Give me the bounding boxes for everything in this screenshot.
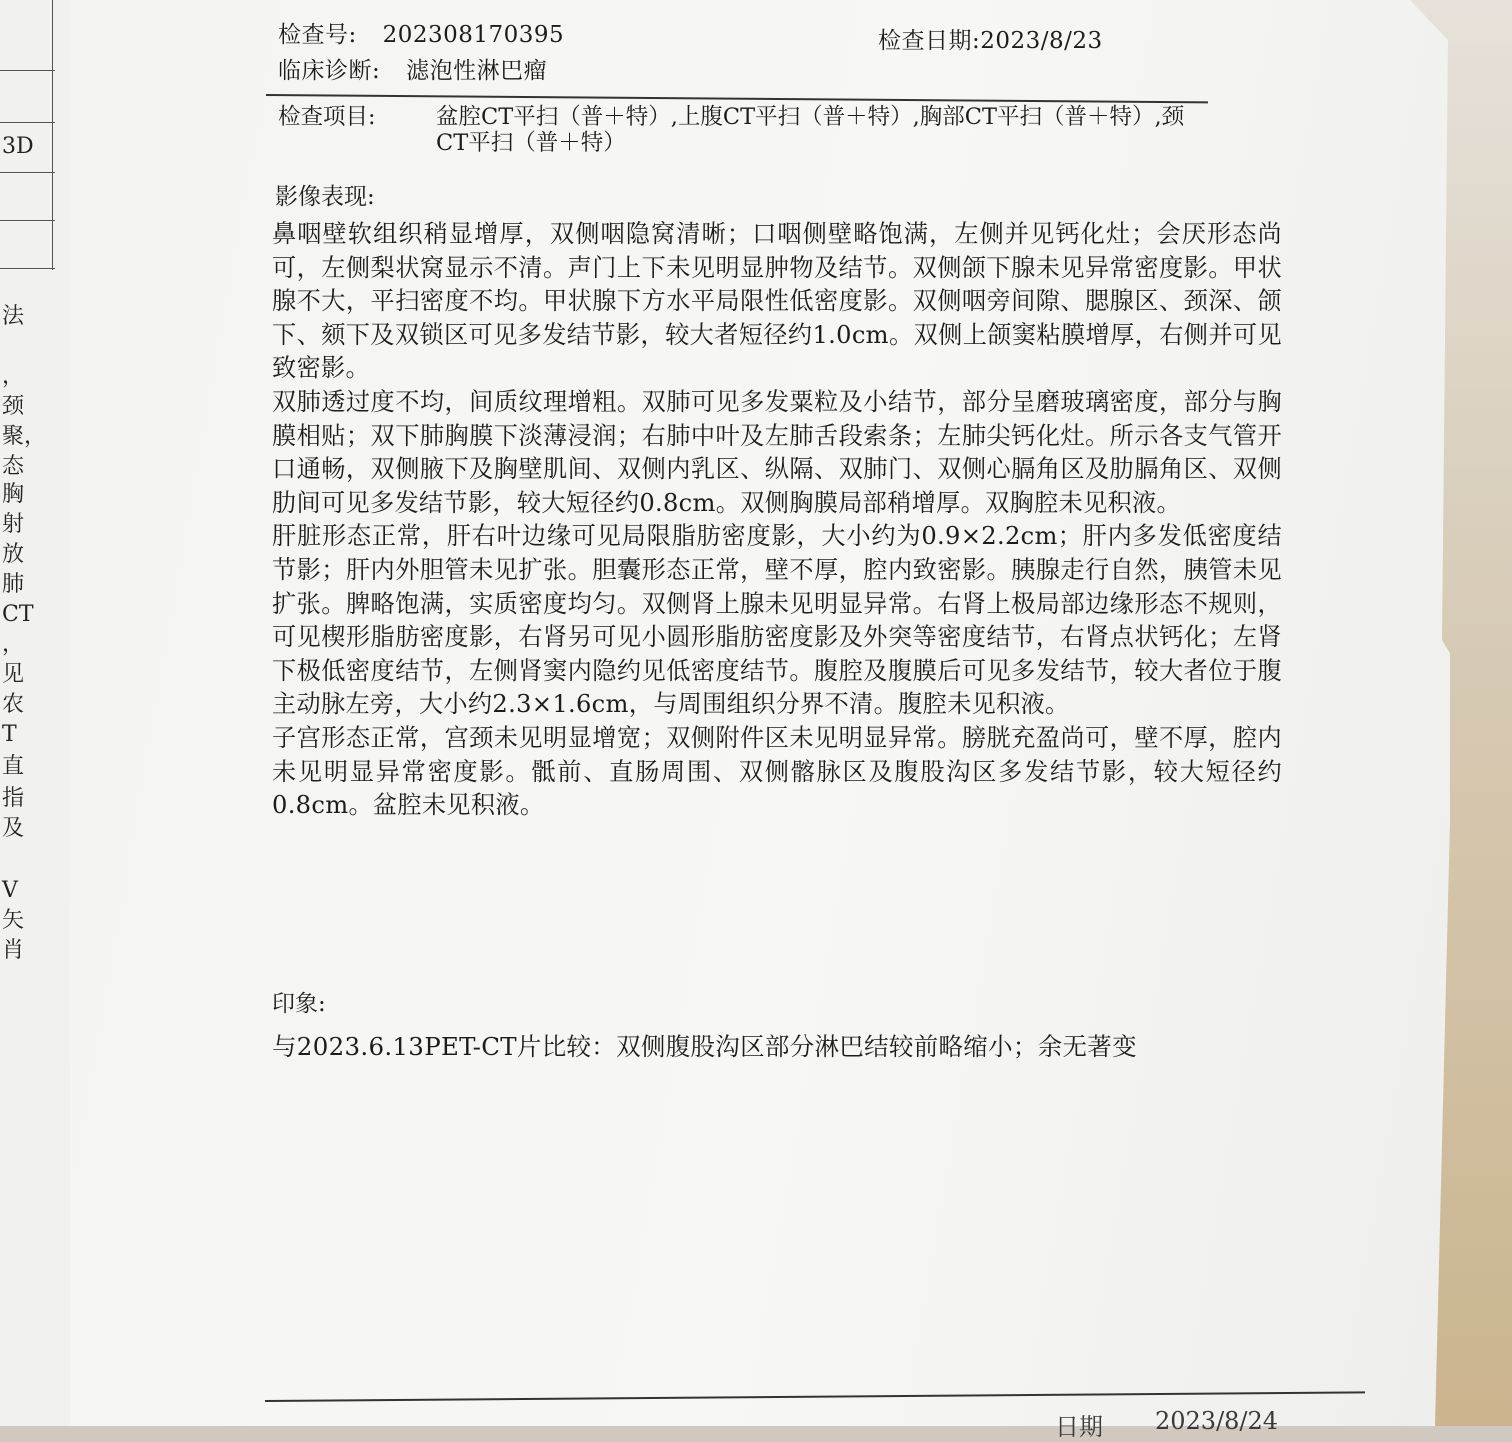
left-page-fragment: 态 <box>2 454 25 479</box>
exam-number-label: 检查号: <box>278 22 357 48</box>
findings-title: 影像表现: <box>275 184 375 210</box>
exam-date <box>878 22 1103 55</box>
underlying-page <box>0 0 71 1426</box>
exam-number-value: 202308170395 <box>382 22 565 48</box>
left-page-fragment: 肺 <box>2 572 25 597</box>
left-page-fragment: V <box>2 878 18 903</box>
table-line <box>0 220 55 221</box>
table-line <box>0 172 55 173</box>
left-page-fragment: 放 <box>2 542 25 567</box>
findings-paragraph-neck: 鼻咽壁软组织稍显增厚，双侧咽隐窝清晰；口咽侧壁略饱满，左侧并见钙化灶；会厌形态尚可，左侧梨状窝显示不清。声门上下未见明显肿物及结节。双侧颌下腺未见异常密度影。甲状腺不大，平扫密度不均。甲状腺下方水平局限性低密度影。双侧咽旁间隙、腮腺区、颈深、颌下、颏下及双锁区可见多发结节影，较大者短径约1.0cm。双侧上颌窦粘膜增厚，右侧并可见致密影。 <box>272 220 1282 383</box>
table-line <box>0 268 55 269</box>
exam-date-label: 检查日期: <box>878 28 981 54</box>
left-page-fragment: 肖 <box>2 938 25 963</box>
clinical-diagnosis <box>278 52 547 85</box>
exam-date-value: 2023/8/23 <box>980 28 1103 54</box>
left-page-fragment: 直 <box>2 754 25 779</box>
left-page-fragment: 指 <box>2 786 25 811</box>
left-page-fragment: T <box>2 722 17 747</box>
table-line <box>0 70 55 71</box>
footer-date-label: 日期 <box>1055 1413 1103 1441</box>
left-page-fragment: 颈 <box>2 394 25 419</box>
left-page-fragment: 见 <box>2 662 25 687</box>
left-page-fragment: 农 <box>2 692 25 717</box>
left-page-fragment: 射 <box>2 512 25 537</box>
left-page-fragment: 及 <box>2 816 25 841</box>
table-line <box>0 122 55 123</box>
left-page-fragment: 矢 <box>2 908 25 933</box>
left-page-fragment: ， <box>2 632 25 657</box>
exam-items-label: 检查项目: <box>278 104 376 130</box>
exam-number <box>278 16 564 49</box>
impression-title: 印象: <box>272 991 326 1017</box>
findings-paragraph-pelvis: 子宫形态正常，宫颈未见明显增宽；双侧附件区未见明显异常。膀胱充盈尚可，壁不厚，腔内未见明显异常密度影。骶前、直肠周围、双侧髂脉区及腹股沟区多发结节影，较大短径约0.8cm。盆腔未见积液。 <box>272 723 1282 820</box>
left-page-fragment: 胸 <box>2 482 25 507</box>
left-page-fragment: ， <box>2 364 25 389</box>
table-border <box>52 0 53 270</box>
findings-body <box>272 218 1282 823</box>
left-page-fragment: CT <box>2 602 34 627</box>
diagnosis-label: 临床诊断: <box>278 58 381 84</box>
footer-date: 2023/8/24 <box>1155 1407 1279 1435</box>
left-page-fragment: 法 <box>2 304 25 329</box>
left-page-fragment: 聚， <box>2 424 47 449</box>
exam-items-value: 盆腔CT平扫（普＋特）,上腹CT平扫（普＋特）,胸部CT平扫（普＋特）,颈CT平扫（普＋特） <box>436 104 1185 156</box>
diagnosis-value: 滤泡性淋巴瘤 <box>406 58 548 84</box>
findings-paragraph-chest: 双肺透过度不均，间质纹理增粗。双肺可见多发粟粒及小结节，部分呈磨玻璃密度，部分与胸膜相贴；双下肺胸膜下淡薄浸润；右肺中叶及左肺舌段索条；左肺尖钙化灶。所示各支气管开口通畅，双侧腋下及胸壁肌间、双侧内乳区、纵隔、双肺门、双侧心膈角区及肋膈角区、双侧肋间可见多发结节影，较大短径约0.8cm。双侧胸膜局部稍增厚。双胸腔未见积液。 <box>272 387 1282 517</box>
impression-text: 与2023.6.13PET-CT片比较：双侧腹股沟区部分淋巴结较前略缩小；余无著变 <box>272 1032 1137 1061</box>
left-page-fragment: 3D <box>2 134 34 159</box>
findings-paragraph-abdomen: 肝脏形态正常，肝右叶边缘可见局限脂肪密度影，大小约为0.9×2.2cm；肝内多发低密度结节影；肝内外胆管未见扩张。胆囊形态正常，壁不厚，腔内致密影。胰腺走行自然，胰管未见扩张。脾略饱满，实质密度均匀。双侧肾上腺未见明显异常。右肾上极局部边缘形态不规则，可见楔形脂肪密度影，右肾另可见小圆形脂肪密度影及外突等密度结节，右肾点状钙化；左肾下极低密度结节，左侧肾窦内隐约见低密度结节。腹腔及腹膜后可见多发结节，较大者位于腹主动脉左旁，大小约2.3×1.6cm，与周围组织分界不清。腹腔未见积液。 <box>272 522 1282 719</box>
